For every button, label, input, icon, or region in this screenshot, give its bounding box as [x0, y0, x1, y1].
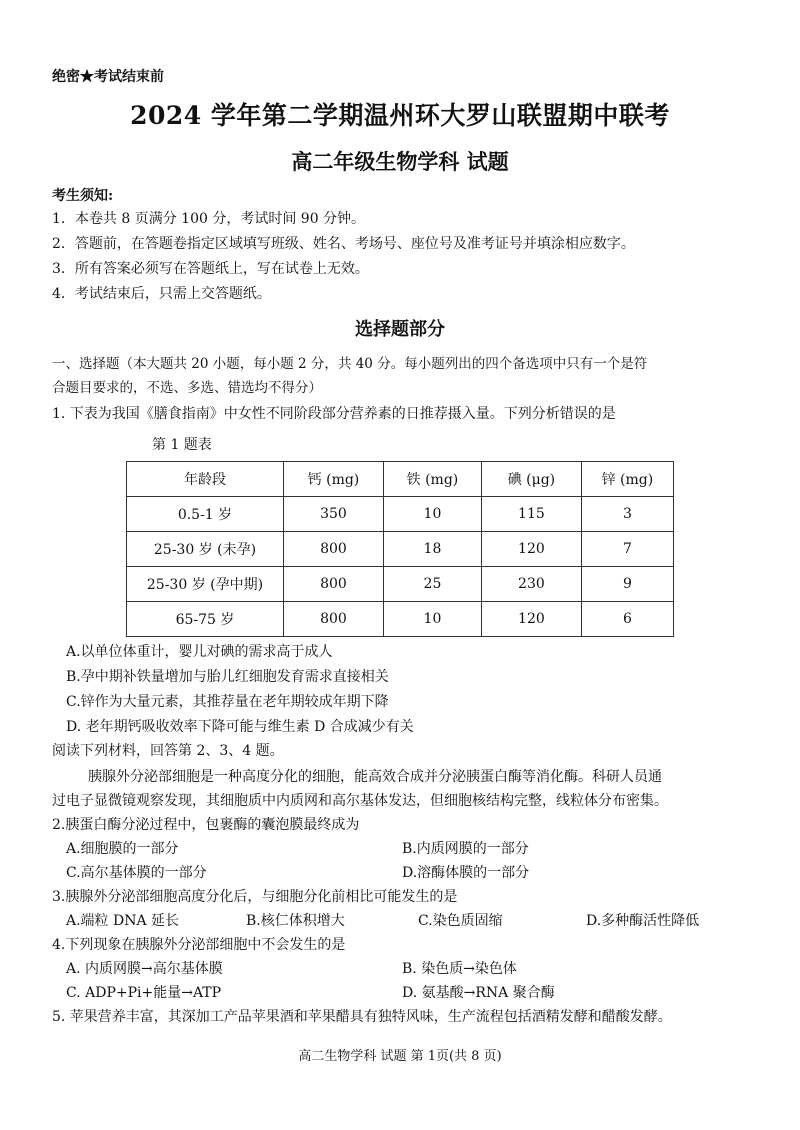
option-d: D.溶酶体膜的一部分: [402, 865, 530, 881]
notice-heading: 考生须知:: [52, 188, 114, 204]
table-cell: 120: [481, 602, 581, 637]
secret-mark: 绝密★考试结束前: [52, 69, 164, 85]
notice-item: 2．答题前，在答题卷指定区域填写班级、姓名、考场号、座位号及准考证号并填涂相应数字。: [52, 236, 635, 252]
table-header-cell: 锌 (mg): [581, 462, 673, 497]
option-d: D. 老年期钙吸收效率下降可能与维生素 D 合成减少有关: [66, 719, 414, 735]
notice-item: 1．本卷共 8 页满分 100 分，考试时间 90 分钟。: [52, 211, 366, 227]
option-d: D.多种酶活性降低: [586, 913, 700, 929]
table-cell: 350: [283, 497, 383, 532]
notice-item: 3．所有答案必须写在答题纸上，写在试卷上无效。: [52, 261, 369, 277]
table-row: [127, 567, 674, 602]
option-a: A. 内质网膜→高尔基体膜: [66, 961, 223, 977]
table-cell: 0.5-1 岁: [127, 497, 284, 532]
table-cell: 115: [481, 497, 581, 532]
nutrient-table: [126, 461, 674, 637]
section-intro: 合题目要求的，不选、多选、错选均不得分）: [52, 380, 322, 396]
table-cell: 25-30 岁 (未孕): [127, 532, 284, 567]
question-2-stem: 2.胰蛋白酶分泌过程中，包裹酶的囊泡膜最终成为: [52, 817, 360, 833]
option-b: B.内质网膜的一部分: [402, 841, 529, 857]
table-header-cell: 钙 (mg): [283, 462, 383, 497]
table-cell: 10: [383, 497, 481, 532]
page-footer: 高二生物学科 试题 第 1页(共 8 页): [298, 1049, 502, 1064]
option-a: A.以单位体重计，婴儿对碘的需求高于成人: [66, 644, 333, 660]
table-cell: 120: [481, 532, 581, 567]
option-c: C.锌作为大量元素，其推荐量在老年期较成年期下降: [66, 694, 389, 710]
table-header-row: [127, 462, 674, 497]
table-caption: 第 1 题表: [152, 437, 212, 453]
section-intro: 一、选择题（本大题共 20 小题，每小题 2 分，共 40 分。每小题列出的四个备选项中只有一个是符: [52, 356, 648, 372]
table-cell: 25: [383, 567, 481, 602]
option-a: A.端粒 DNA 延长: [66, 913, 180, 929]
table-cell: 6: [581, 602, 673, 637]
table-row: [127, 497, 674, 532]
exam-title: 2024 学年第二学期温州环大罗山联盟期中联考: [130, 101, 670, 130]
option-c: C.染色质固缩: [418, 913, 503, 929]
passage-line: 过电子显微镜观察发现，其细胞质中内质网和高尔基体发达，但细胞核结构完整，线粒体分布密集。: [52, 793, 668, 809]
table-header-cell: 碘 (μg): [481, 462, 581, 497]
table-header-cell: 年龄段: [127, 462, 284, 497]
table-cell: 18: [383, 532, 481, 567]
question-1-stem: 1. 下表为我国《膳食指南》中女性不同阶段部分营养素的日推荐摄入量。下列分析错误的是: [52, 406, 616, 422]
table-cell: 800: [283, 602, 383, 637]
option-b: B. 染色质→染色体: [402, 961, 517, 977]
table-cell: 10: [383, 602, 481, 637]
table-cell: 800: [283, 567, 383, 602]
option-b: B.孕中期补铁量增加与胎儿红细胞发育需求直接相关: [66, 669, 389, 685]
table-cell: 9: [581, 567, 673, 602]
notice-item: 4．考试结束后，只需上交答题纸。: [52, 286, 271, 302]
option-d: D. 氨基酸→RNA 聚合酶: [402, 985, 555, 1001]
exam-subtitle: 高二年级生物学科 试题: [291, 149, 509, 174]
table-header-cell: 铁 (mg): [383, 462, 481, 497]
option-c: C.高尔基体膜的一部分: [66, 865, 207, 881]
question-4-stem: 4.下列现象在胰腺外分泌部细胞中不会发生的是: [52, 937, 346, 953]
table-cell: 3: [581, 497, 673, 532]
table-row: [127, 532, 674, 567]
option-a: A.细胞膜的一部分: [66, 841, 179, 857]
table-row: [127, 602, 674, 637]
passage-line: 胰腺外分泌部细胞是一种高度分化的细胞，能高效合成并分泌胰蛋白酶等消化酶。科研人员通: [88, 769, 662, 785]
table-cell: 7: [581, 532, 673, 567]
option-b: B.核仁体积增大: [246, 913, 345, 929]
question-5-stem: 5. 苹果营养丰富，其深加工产品苹果酒和苹果醋具有独特风味，生产流程包括酒精发酵和醋酸发酵。: [52, 1009, 672, 1025]
table-cell: 65-75 岁: [127, 602, 284, 637]
section-title: 选择题部分: [355, 319, 445, 340]
option-c: C. ADP+Pi+能量→ATP: [66, 985, 222, 1001]
table-cell: 800: [283, 532, 383, 567]
table-cell: 25-30 岁 (孕中期): [127, 567, 284, 602]
question-3-stem: 3.胰腺外分泌部细胞高度分化后，与细胞分化前相比可能发生的是: [52, 889, 458, 905]
passage-lead: 阅读下列材料，回答第 2、3、4 题。: [52, 743, 284, 759]
table-cell: 230: [481, 567, 581, 602]
